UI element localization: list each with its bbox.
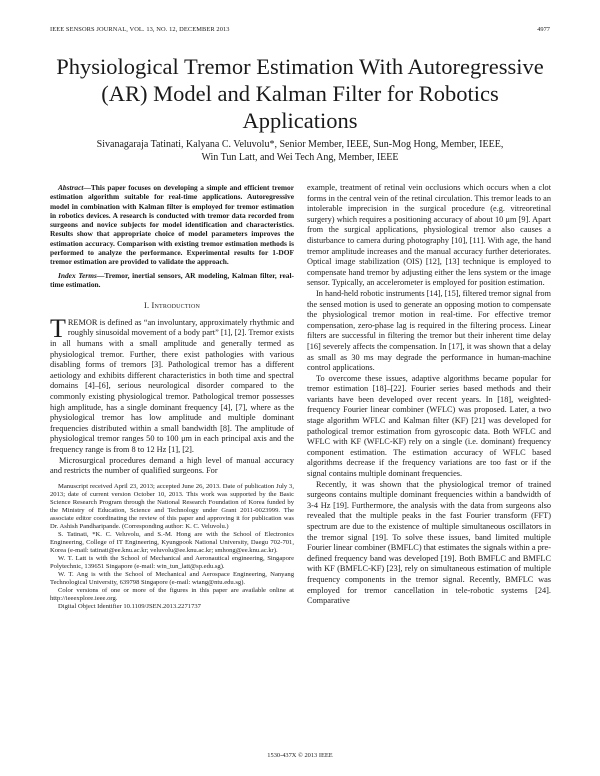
abstract (50, 183, 294, 267)
footnote: W. T. Ang is with the School of Mechanical and Aerospace Engineering, Nanyang Technological University, 639798 Singapore (e-mail: wtang@ntu.edu.sg). (50, 570, 294, 586)
section-number: I. (143, 301, 150, 311)
page-number: 4977 (537, 26, 550, 33)
copyright-footer: 1530-437X © 2013 IEEE (267, 752, 333, 759)
intro-paragraph-1-text: REMOR is defined as “an involuntary, approximately rhythmic and roughly sinusoidal movement of a body part” [1], [2]. Tremor exists in all humans with a small amplitude and generally termed as physiological tremor. Further, there exist pathologies with various disabling forms of tremors [3]. Pathological tremor has a different aetiology and exhibits different characteristics in both time and spectral domains [4]–[6], serious neurological disorder compared to the commonly existing physiological tremor. Pathological tremor possesses high amplitude, has a single dominant frequency [4], [7], where as the physiological tremor has low amplitude and multiple dominant frequencies distributed within a small bandwidth [8]. The amplitude of physiological tremor ranges 50 to 100 μm in each principal axis and the frequency range is from 8 to 12 Hz [1], [2]. (50, 317, 294, 454)
section-heading-introduction (50, 301, 294, 312)
footnotes (50, 483, 294, 611)
footnote: Digital Object Identifier 10.1109/JSEN.2013.2271737 (58, 602, 201, 610)
drop-cap: T (50, 313, 66, 343)
author-line-2: Win Tun Latt, and Wei Tech Ang, Member, IEEE (201, 152, 399, 163)
paper-title: Physiological Tremor Estimation With Autoregressive (AR) Model and Kalman Filter for Robotics Applications (56, 54, 544, 133)
intro-paragraph-1 (50, 313, 294, 456)
body-paragraph: To overcome these issues, adaptive algorithms became popular for tremor estimation [18]–[22]. Fourier series based methods and their variants have been developed over recent years. In [18], weighted-frequency Fourier linear combiner (WFLC) was proposed. Later, a two stage algorithm WFLC and Kalman filter (KF) [21] was developed for pathological tremor estimation from gyroscopic data. Both WFLC and WFLC with KF (WFLC-KF) rely on a single (i.e. dominant) frequency component estimation. The estimation accuracy of WFLC based algorithms decrease if the frequency variations are too fast or if the signal contains multiple dominant frequencies. (307, 373, 551, 479)
index-terms (50, 271, 294, 290)
intro-paragraph-2: Microsurgical procedures demand a high level of manual accuracy and restricts the number of qualified surgeons. For (50, 455, 294, 476)
body-paragraph: example, treatment of retinal vein occlusions which occurs when a clot forms in the central vein of the retinal circulation. This tremor leads to an intolerable imprecision in the surgical procedure (e.g. vitreoretinal surgery) which requires a positioning accuracy of about 10 μm [9]. Apart from the surgical applications, physiological tremor also causes a disturbance to camera during photography [10], [11]. With age, the hand tremor amplitude increases and the manual accuracy further deteriorates. Optical image stabilization (OIS) [12], [13] technique is employed to compensate hand tremor by adjusting either the lens system or the image sensor. Typically, an accelerometer is employed for position estimation. (307, 183, 551, 288)
body-paragraph: In hand-held robotic instruments [14], [15], filtered tremor signal from the sensed motion is used to generate an opposing motion to compensate the physiological tremor motion in real-time. For effective tremor compensation, zero-phase lag is required in the filtering process. Linear filters are successful in filtering the tremor but their inherent time delay [16] severely affects the compensation. In [17], it was shown that a delay as small as 30 ms may degrade the performance in human-machine control applications. (307, 288, 551, 373)
footnote: Manuscript received April 23, 2013; accepted June 26, 2013. Date of publication July 3, 2013; date of current version October 10, 2013. This work was supported by the Basic Science Research Program through the National Research Foundation of Korea funded by the Ministry of Education, Science and Technology under Grant 2011-0023999. The associate editor coordinating the review of this paper and approving it for publication was Dr. Ashish Pandharipande. (Corresponding author: K. C. Veluvolu.) (50, 482, 294, 530)
footnote: S. Tatinati, *K. C. Veluvolu, and S.-M. Hong are with the School of Electronics Engineering, College of IT Engineering, Kyungpook National University, Daegu 702-701, Korea (e-mail: tatinati@ee.knu.ac.kr; veluvolu@ee.knu.ac.kr; smhong@ee.knu.ac.kr). (50, 530, 294, 554)
index-terms-text: —Tremor, inertial sensors, AR modeling, Kalman filter, real-time estimation. (50, 270, 294, 289)
index-terms-label: Index Terms (58, 270, 97, 280)
footnote: Color versions of one or more of the figures in this paper are available online at http://ieeexplore.ieee.org. (50, 586, 294, 602)
body-paragraph: Recently, it was shown that the physiological tremor of trained surgeons contains multiple dominant frequencies within a bandwidth of 3-4 Hz [19]. Furthermore, the analysis with the data from surgeons also revealed that the multiple peaks in the fast Fourier transform (FFT) spectrum are due to the existence of multiple simultaneous oscillators in the tremor signal [19]. To solve these issues, band limited multiple Fourier linear combiner (BMFLC) that estimates the signals within a pre-defined frequency band was developed [19]. Both BMFLC and BMFLC with KF (BMFLC-KF) [23], rely on simultaneous estimation of multiple frequency components in the tremor signal. Recently, BMFLC was employed for tremor cancellation in tele-robotic systems [24]. Comparative (307, 479, 551, 606)
journal-header: IEEE SENSORS JOURNAL, VOL. 13, NO. 12, DECEMBER 2013 (50, 26, 230, 33)
author-list (50, 138, 550, 164)
section-title: Introduction (151, 301, 201, 311)
abstract-text: —This paper focuses on developing a simple and efficient tremor estimation algorithm suitable for real-time applications. Autoregressive model in combination with Kalman filter is employed for tremor estimation in robotics devices. A research is conducted with tremor data recorded from surgeons and novice subjects for model identification and characteristics. Results show that appropriate choice of model parameters improves the estimation accuracy. Comparison with existing tremor estimation methods is performed to analyze the performance. Experimental results for 1-DOF tremor estimation are provided to validate the approach. (50, 183, 294, 267)
left-column (50, 183, 294, 611)
footnote: W. T. Latt is with the School of Mechanical and Aeronautical engineering, Singapore Polytechnic, 139651 Singapore (e-mail: win_tun_latt@sp.edu.sg). (50, 554, 294, 570)
author-line-1: Sivanagaraja Tatinati, Kalyana C. Veluvolu*, Senior Member, IEEE, Sun-Mog Hong, Member, IEEE, (96, 139, 504, 150)
right-column (307, 183, 551, 607)
abstract-label: Abstract (58, 183, 84, 192)
